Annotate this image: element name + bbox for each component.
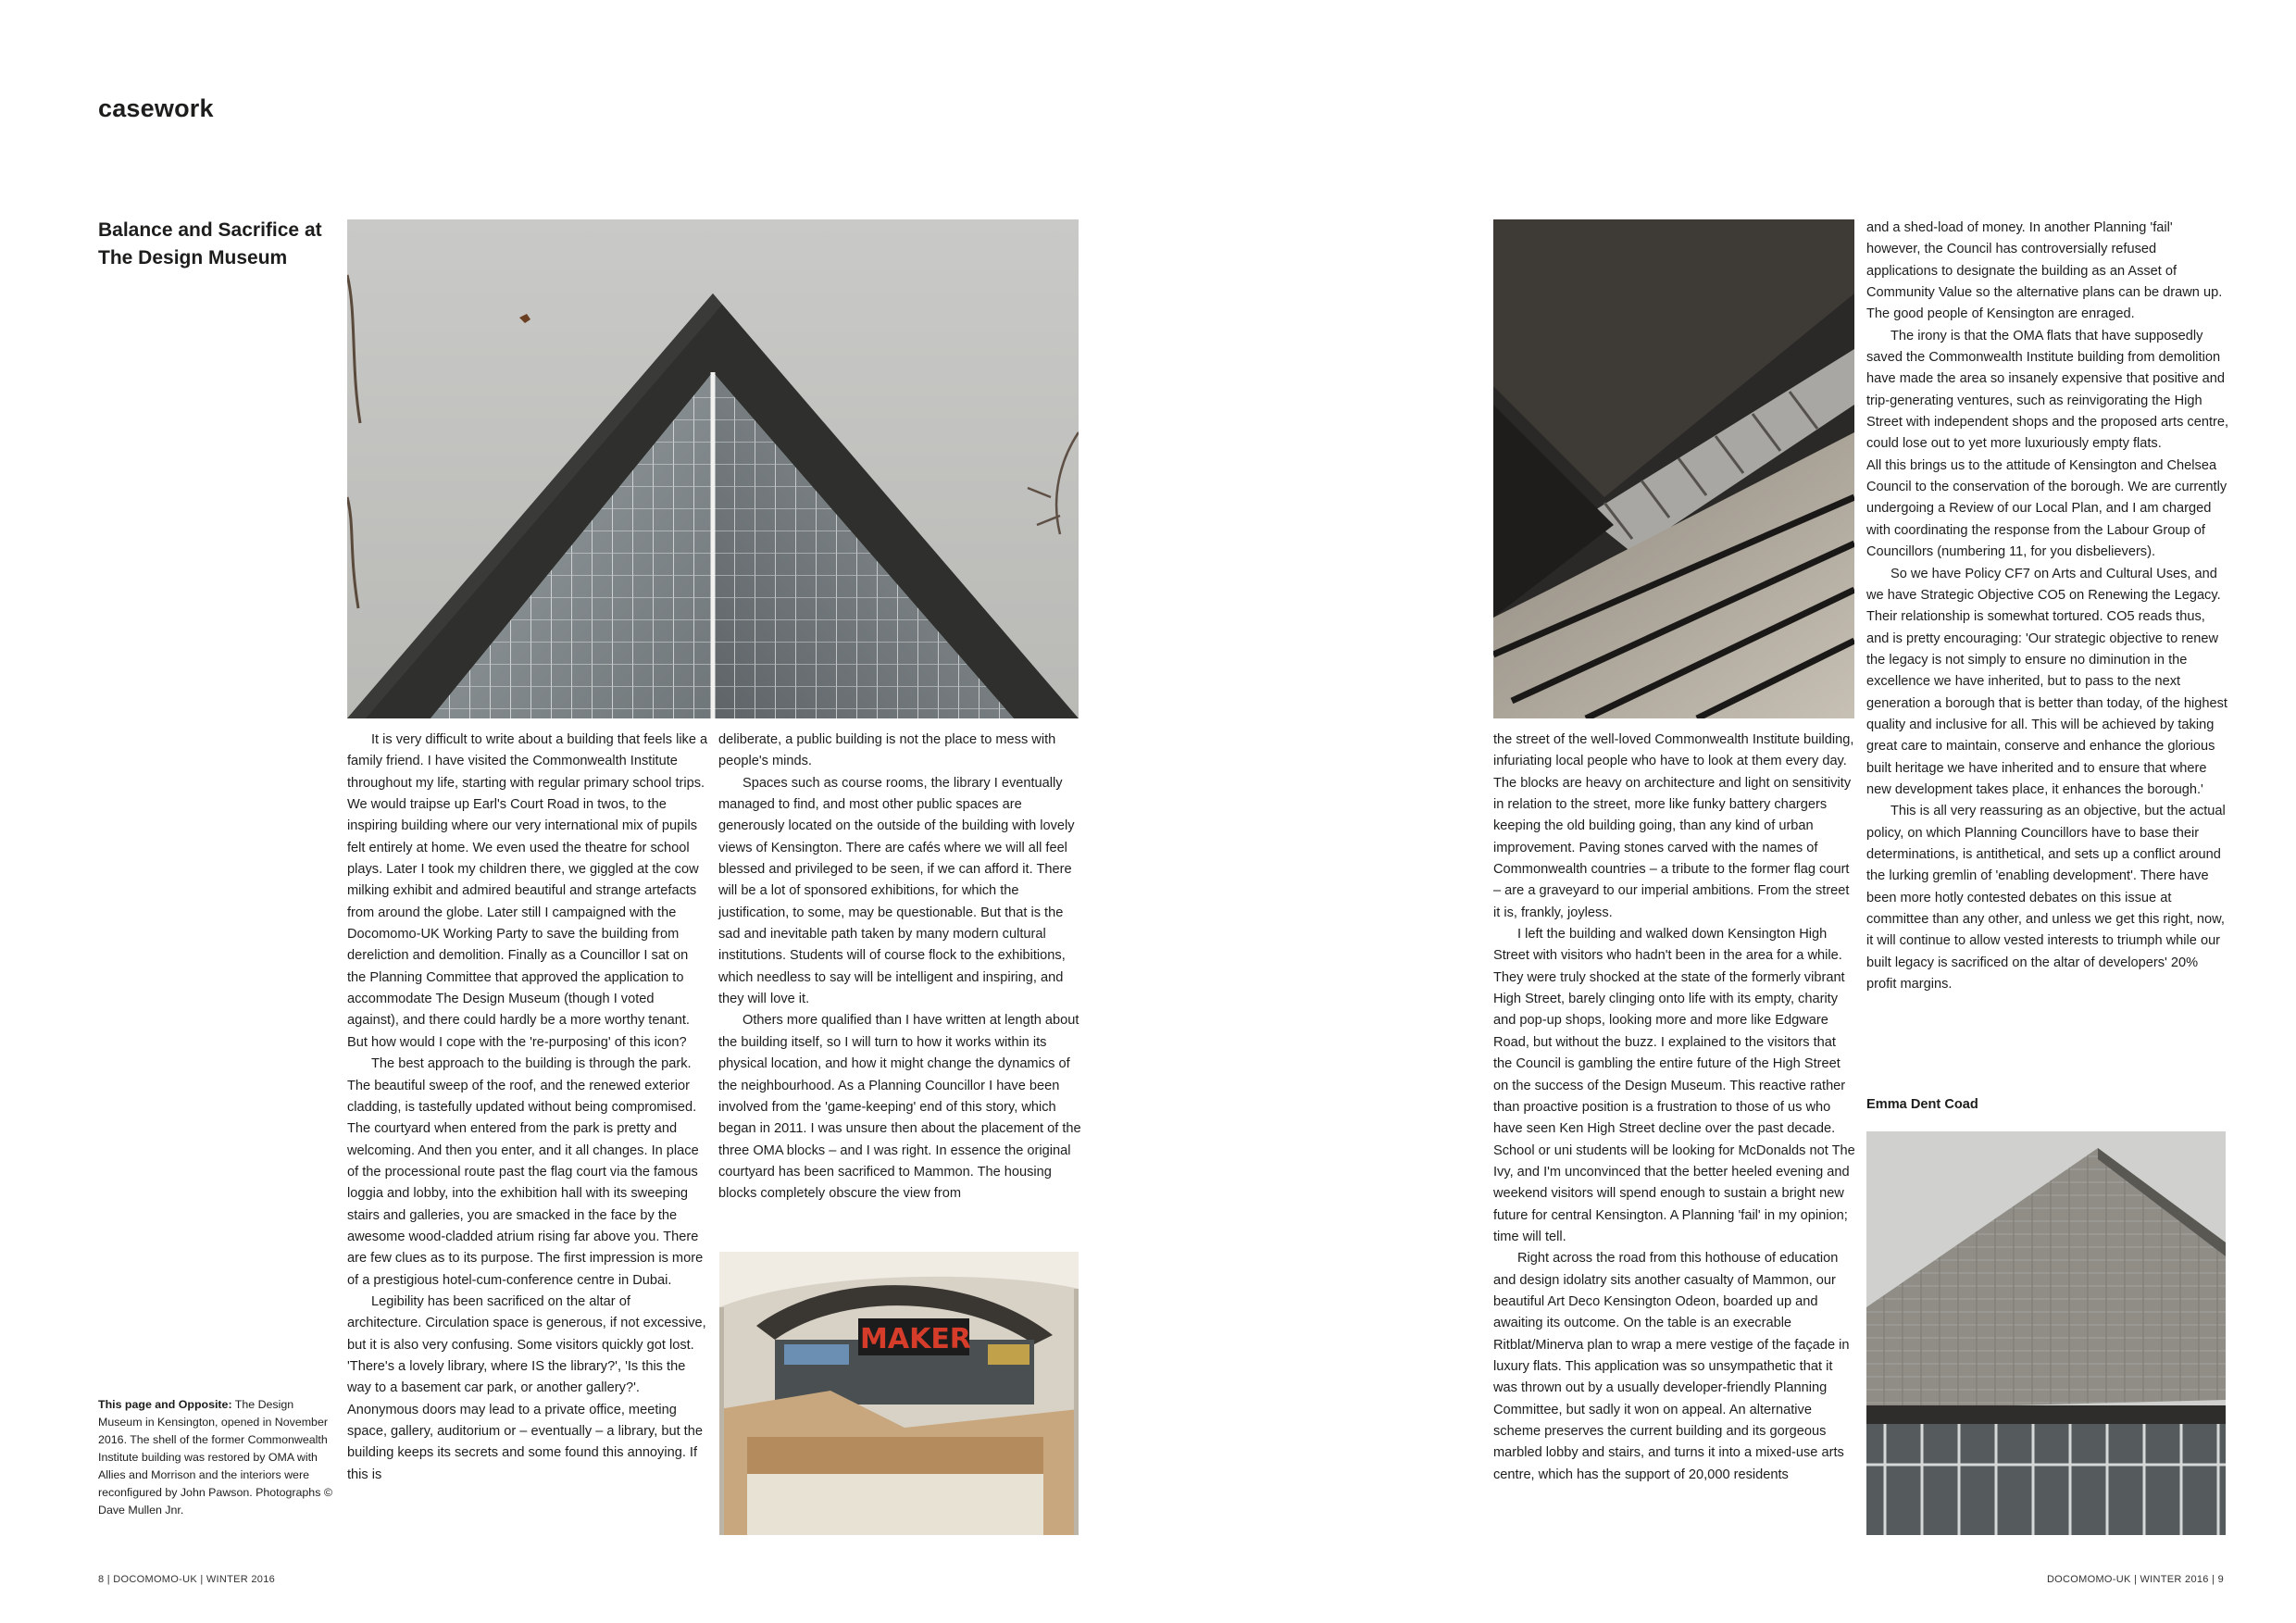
article-column-3 — [1493, 730, 1856, 1486]
photo-building-exterior — [1866, 1131, 2226, 1535]
paragraph: I left the building and walked down Kensington High Street with visitors who hadn't been in the area for a while. They were truly shocked at the state of the formerly vibrant High Street, barely clinging onto life with its empty, charity and pop-up shops, looking more and more like Edgware Road, but without the buzz. I explained to the visitors that the Council is gambling the entire future of the High Street on the success of the Design Museum. This reactive rather than proactive position is a frustration to those of us who have seen Ken High Street decline over the past decade. School or uni students will be looking for McDonalds not The Ivy, and I'm unconvinced that the better heeled evening and weekend visitors will spend enough to sustain a bright new future for central Kensington. A Planning 'fail' in my opinion; time will tell. — [1493, 927, 1855, 1244]
photo-roof-underside — [1493, 219, 1854, 718]
paragraph: the street of the well-loved Commonwealth Institute building, infuriating local people who have to look at them every day. The blocks are heavy on architecture and light on sensitivity in relation to the street, more like funky battery chargers keeping the old building going, than any kind of urban improvement. Paving stones carved with the names of Commonwealth countries – a tribute to the former flag court – are a graveyard to our imperial ambitions. From the street it is, frankly, joyless. — [1493, 732, 1854, 920]
paragraph: and a shed-load of money. In another Planning 'fail' however, the Council has controversially refused applications to designate the building as an Asset of Community Value so the alternative plans can be drawn up. The good people of Kensington are enraged. — [1866, 220, 2223, 322]
paragraph: Spaces such as course rooms, the library I eventually managed to find, and most other public spaces are generously located on the outside of the building with lovely views of Kensington. There are cafés where we will all feel blessed and privileged to be seen, if we can afford it. There will be a lot of sponsored exhibitions, for which the justification, to some, may be questionable. But that is the sad and inevitable path taken by many modern cultural institutions. Students will of course flock to the exhibitions, which needless to say will be intelligent and inspiring, and they will love it. — [718, 775, 1075, 1007]
paragraph: Right across the road from this hothouse of education and design idolatry sits another casualty of Mammon, our beautiful Art Deco Kensington Odeon, boarded up and awaiting its outcome. On the table is an execrable Ritblat/Minerva plan to wrap a mere vestige of the façade in luxury flats. This application was so unsympathetic that it was thrown out by a usually developer-friendly Planning Committee, but sadly it won on appeal. An alternative scheme preserves the current building and its gorgeous marbled lobby and stairs, and turns it into a mixed-use arts centre, which has the support of 20,000 residents — [1493, 1251, 1850, 1482]
article-title: Balance and Sacrifice at The Design Museum — [98, 219, 322, 268]
paragraph: So we have Policy CF7 on Arts and Cultural Uses, and we have Strategic Objective CO5 on Renewing the Legacy. Their relationship is somewhat tortured. CO5 reads thus, and is pretty encouraging: 'Our strategic objective to renew the legacy is not simply to ensure no diminution in the excellence we have inherited, but to pass to the next generation a borough that is better than today, of the highest quality and inclusive for all. This will be achieved by taking great care to maintain, conserve and enhance the glorious built heritage we have inherited and to ensure that where new development takes place, it enhances the borough.' — [1866, 566, 2227, 797]
paragraph: The irony is that the OMA flats that have supposedly saved the Commonwealth Institute building from demolition have made the area so insanely expensive that positive and trip-generating ventures, such as reinvigorating the High Street with independent shops and the proposed arts centre, could lose out to yet more luxuriously empty flats. — [1866, 328, 2229, 452]
section-label: casework — [98, 94, 214, 122]
article-column-2 — [718, 730, 1081, 1205]
folio-left: 8 | DOCOMOMO-UK | WINTER 2016 — [98, 1574, 276, 1585]
paragraph: Legibility has been sacrificed on the altar of architecture. Circulation space is generous, if not excessive, but it is also very confusing. Some visitors quickly got lost. 'There's a lovely library, where IS the library?', 'Is this the way to a basement car park, or another gallery?'. Anonymous doors may lead to a private office, meeting space, gallery, auditorium or – eventually – a library, but the building keeps its secrets and some found this annoying. If this is — [347, 1293, 706, 1482]
photo-caption — [98, 1396, 334, 1519]
paragraph: The best approach to the building is through the park. The beautiful sweep of the roof, and the renewed exterior cladding, is tastefully updated without being compromised. The courtyard when entered from the park is pretty and welcoming. And then you enter, and it all changes. In place of the processional route past the flag court via the famous loggia and lobby, into the exhibition hall with its sweeping stairs and galleries, you are smacked in the face by the awesome wood-cladded atrium rising far above you. There are few clues as to its purpose. The first impression is more of a prestigious hotel-cum-conference centre in Dubai. — [347, 1056, 704, 1288]
paragraph: deliberate, a public building is not the place to mess with people's minds. — [718, 732, 1056, 769]
article-column-4 — [1866, 218, 2229, 995]
photo-atrium-interior — [719, 1252, 1079, 1535]
article-column-1 — [347, 730, 708, 1486]
author-name: Emma Dent Coad — [1866, 1097, 1978, 1112]
paragraph: Others more qualified than I have written at length about the building itself, so I will turn to how it works within its physical location, and how it might change the dynamics of the neighbourhood. As a Planning Councillor I have been involved from the 'game-keeping' end of this story, which began in 2011. I was unsure then about the placement of the three OMA blocks – and I was right. In essence the original courtyard has been sacrificed to Mammon. The housing blocks completely obscure the view from — [718, 1013, 1081, 1202]
caption-lead: This page and Opposite: — [98, 1398, 232, 1411]
paragraph: This is all very reassuring as an objective, but the actual policy, on which Planning Councillors have to base their determinations, is antithetical, and sets up a conflict around the lurking gremlin of 'enabling development'. There have been more hotly contested debates on this issue at committee than any other, and unless we get this right, now, it will continue to allow vested interests to triumph while our built legacy is sacrificed on the altar of developers' 20% profit margins. — [1866, 804, 2226, 993]
caption-text: The Design Museum in Kensington, opened in November 2016. The shell of the former Commonwealth Institute building was restored by OMA with Allies and Morrison and the interiors were reconfigured by John Pawson. Photographs © Dave Mullen Jnr. — [98, 1398, 332, 1517]
paragraph: It is very difficult to write about a building that feels like a family friend. I have visited the Commonwealth Institute throughout my life, starting with regular primary school trips. We would traipse up Earl's Court Road in twos, to the inspiring building where our very international mix of pupils felt entirely at home. We even used the theatre for school plays. Later I took my children there, we giggled at the cow milking exhibit and admired beautiful and strange artefacts from around the globe. Later still I campaigned with the Docomomo-UK Working Party to save the building from dereliction and demolition. Finally as a Councillor I sat on the Planning Committee that approved the application to accommodate The Design Museum (though I voted against), and there could hardly be a more worthy tenant. But how would I cope with the 're-purposing' of this icon? — [347, 732, 708, 1050]
photo-roof-corner — [347, 219, 1079, 718]
folio-right: DOCOMOMO-UK | WINTER 2016 | 9 — [2046, 1574, 2224, 1585]
paragraph: All this brings us to the attitude of Kensington and Chelsea Council to the conservation of the borough. We are currently undergoing a Review of our Local Plan, and I am charged with coordinating the response from the Labour Group of Councillors (numbering 11, for you disbelievers). — [1866, 457, 2227, 560]
maker-sign-text: MAKER — [860, 1323, 971, 1355]
